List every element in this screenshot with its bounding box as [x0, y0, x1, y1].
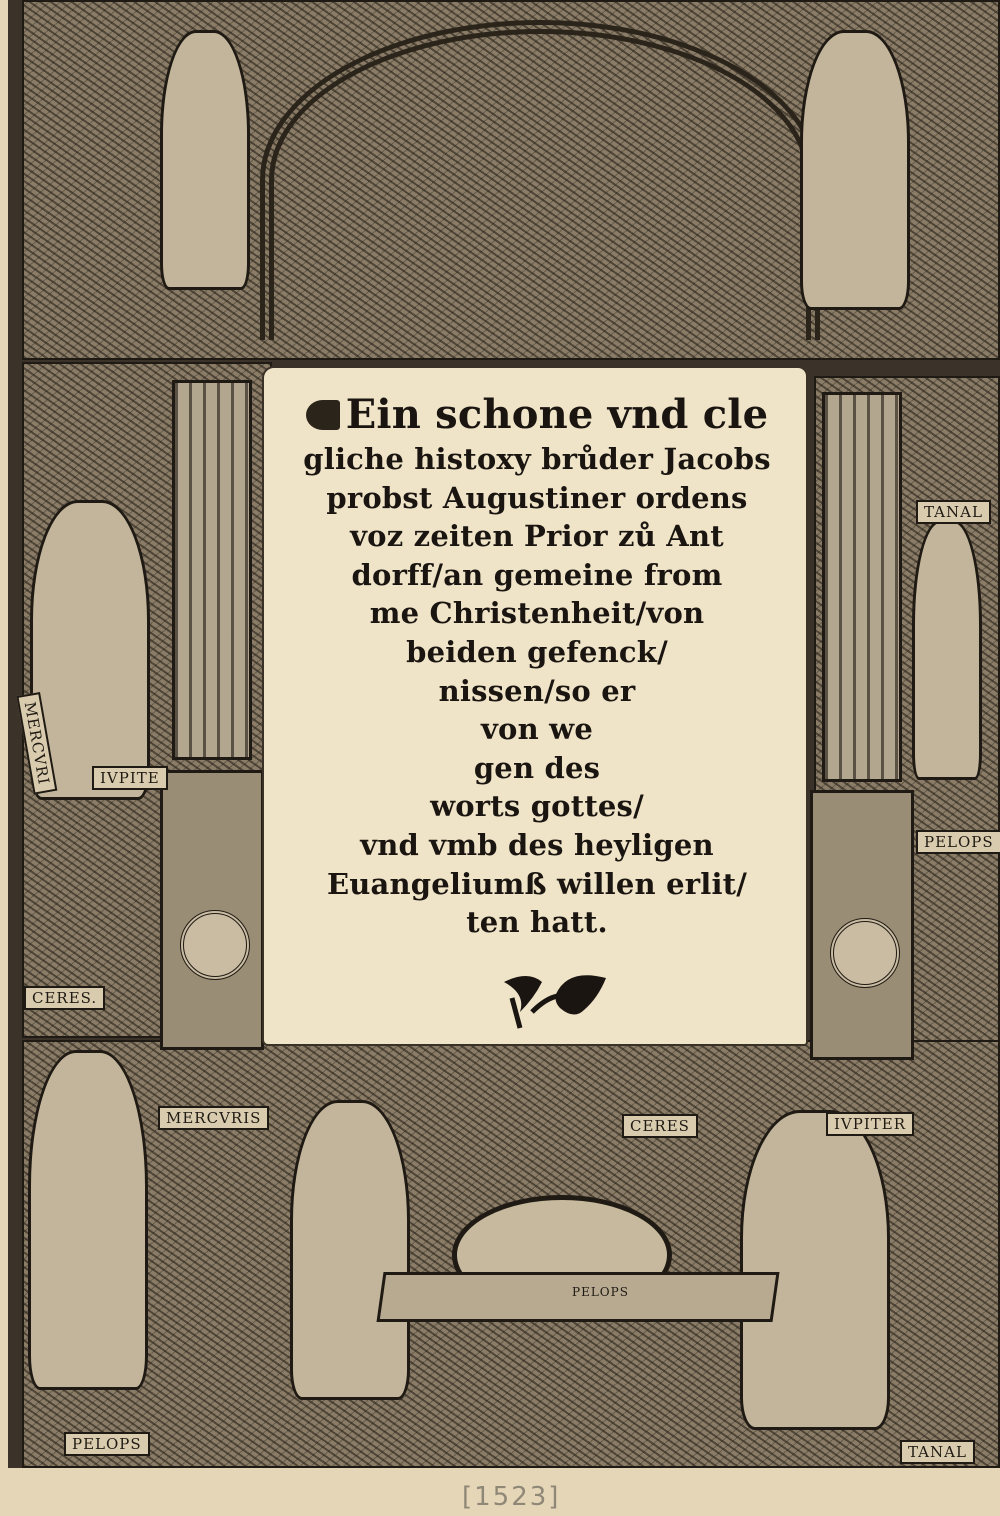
label-ceres-bottom: CERES	[622, 1114, 698, 1138]
title-line-14: ten hatt.	[466, 905, 608, 940]
title-line-2: gliche histoxy brůder Jacobs	[303, 442, 771, 476]
title-line-3: probst Augustiner ordens	[326, 480, 748, 515]
title-line-8: nissen/so er	[438, 673, 636, 708]
title-panel	[262, 366, 808, 1046]
column-left	[172, 380, 252, 760]
title-text-block	[264, 390, 810, 942]
label-tantalus-top: TANAL	[916, 500, 991, 524]
title-line-13: Euangeliumß willen erlit/	[326, 866, 748, 901]
title-line-9: von we	[481, 712, 593, 747]
label-jupiter-left: IVPITE	[92, 766, 168, 790]
label-pelops-platter: PELOPS	[572, 1285, 629, 1299]
title-line-7: beiden gefenck/	[406, 634, 668, 669]
tantalus-figure	[912, 520, 982, 780]
title-line-11: worts gottes/	[430, 789, 644, 824]
mercurius-figure	[290, 1100, 410, 1400]
putto-figure-right	[800, 30, 910, 310]
title-line-1-text: Ein schone vnd cle	[345, 391, 769, 438]
pilcrow-initial-icon	[306, 400, 340, 430]
label-ceres-left: CERES.	[24, 986, 105, 1010]
column-right	[822, 392, 902, 782]
label-pelops-bottom: PELOPS	[64, 1432, 150, 1456]
ceres-figure	[28, 1050, 148, 1390]
portrait-medallion-left	[180, 910, 250, 980]
jupiter-figure	[740, 1110, 890, 1430]
label-pelops-right: PELOPS	[916, 830, 1000, 854]
label-mercurius-bottom: MERCVRIS	[158, 1106, 269, 1130]
title-line-10: gen des	[473, 750, 601, 785]
fleuron-icon	[498, 968, 614, 1030]
label-mercurius-left: MERCVRI	[16, 692, 57, 795]
shelfmark-note: [1523]	[462, 1482, 561, 1512]
putto-figure-left	[160, 30, 250, 290]
portrait-medallion-right	[830, 918, 900, 988]
label-jupiter-bottom: IVPITER	[826, 1112, 914, 1136]
title-line-4: voz zeiten Prior zů Ant	[350, 519, 724, 554]
title-line-5: dorff/an gemeine from	[351, 557, 723, 592]
title-line-1	[264, 390, 810, 440]
label-tantalus-bottom: TANAL	[900, 1440, 975, 1464]
arch-ornament	[260, 20, 820, 340]
title-line-6: me Christenheit/von	[369, 596, 705, 631]
title-line-12: vnd vmb des heyligen	[360, 827, 714, 862]
